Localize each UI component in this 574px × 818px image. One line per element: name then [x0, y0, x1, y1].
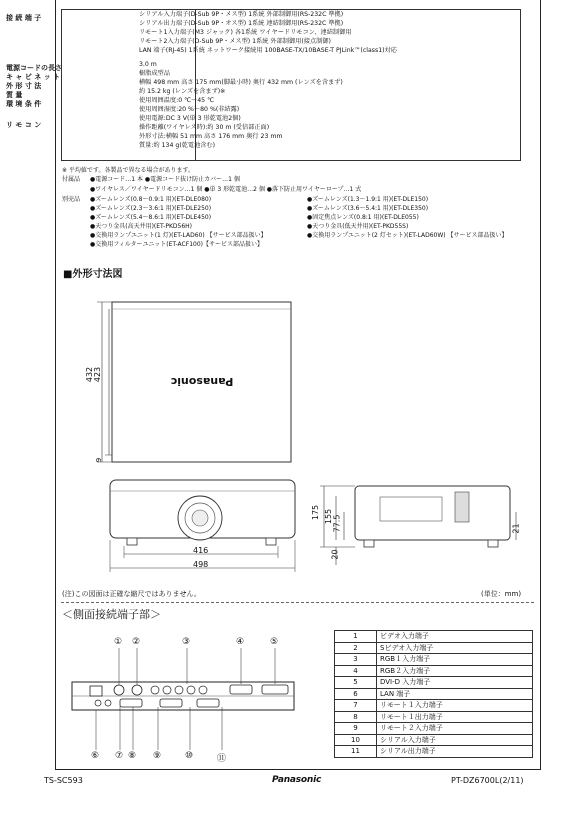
- dim-label-423: 423: [93, 366, 103, 383]
- callout-5: ⑤: [270, 637, 279, 647]
- callout-10: ⑩: [185, 751, 194, 761]
- spec-line: LAN 端子(RJ-45) 1系統 ネットワーク接続用 100BASE-TX/10BASE-T PJLink™(class1)対応: [139, 47, 397, 54]
- callout-6: ⑥: [91, 751, 100, 761]
- dim-label-432: 432: [85, 366, 95, 383]
- table-row: [335, 700, 533, 712]
- option-item: ●天つり金具(低天井用)(ET-PKD55S): [307, 223, 409, 230]
- mass-note: ※ 平均値です。各製品で異なる場合があります。: [62, 167, 194, 174]
- dim-label-416: 416: [193, 546, 209, 555]
- option-item: ●ズームレンズ(2.3〜3.6:1 用)(ET-DLE250): [90, 205, 212, 212]
- dim-label-77-5: 77.5: [332, 514, 342, 533]
- dim-label-498: 498: [193, 560, 209, 569]
- dim-label-20: 20: [330, 549, 340, 560]
- spec-line: リモート2入力端子(D-Sub 9P・メス型) 1系統 外部制御用(接点制御): [139, 38, 331, 45]
- spec-line: 横幅 498 mm 高さ 175 mm(脚最小時) 奥行 432 mm (レンズを含まず): [139, 79, 343, 86]
- dim-label-9: 9: [95, 457, 104, 463]
- spec-line: 外形寸法:横幅 51 mm 高さ 176 mm 奥行 23 mm: [139, 133, 283, 140]
- spec-line: シリアル入力端子(D-Sub 9P・メス型) 1系統 外部制御用(RS-232C 準拠): [139, 11, 344, 18]
- terminal-number: 1: [335, 631, 377, 643]
- callout-4: ④: [236, 637, 245, 647]
- footer-model-page: PT-DZ6700L(2/11): [451, 776, 524, 785]
- spec-line: 樹脂成型品: [139, 70, 170, 77]
- table-row: [335, 734, 533, 746]
- terminal-number: 8: [335, 711, 377, 723]
- terminal-number: 5: [335, 677, 377, 689]
- accessories-label: 付属品: [62, 176, 81, 183]
- table-row: [335, 642, 533, 654]
- terminal-number: 10: [335, 734, 377, 746]
- terminal-number: 6: [335, 688, 377, 700]
- terminal-name: シリアル出力端子: [377, 746, 533, 758]
- callout-11: ⑪: [217, 754, 227, 764]
- terminal-name: シリアル入力端子: [377, 734, 533, 746]
- spec-label-dimensions: 外 形 寸 法: [6, 82, 42, 90]
- terminal-number: 7: [335, 700, 377, 712]
- terminal-number: 4: [335, 665, 377, 677]
- terminal-name: RGB１入力端子: [377, 654, 533, 666]
- terminal-table: [334, 630, 533, 758]
- terminal-name: リモート２入力端子: [377, 723, 533, 735]
- option-item: ●ズームレンズ(5.4〜8.6:1 用)(ET-DLE450): [90, 214, 212, 221]
- callout-3: ③: [182, 637, 191, 647]
- table-row: [335, 711, 533, 723]
- callout-1: ①: [114, 637, 123, 647]
- spec-line: 3.0 m: [139, 61, 157, 68]
- spec-label-remote: リ モ コ ン: [6, 121, 42, 129]
- table-row: [335, 688, 533, 700]
- terminal-name: Sビデオ入力端子: [377, 642, 533, 654]
- accessory-line: ●電源コード…1 本 ●電源コード抜け防止カバー…1 個: [90, 176, 240, 183]
- terminal-name: DVI-D 入力端子: [377, 677, 533, 689]
- accessory-line: ●ワイヤレス／ワイヤードリモコン…1 個 ●単 3 形乾電池…2 個 ●落下防止用ワイヤーロープ…1 式: [90, 186, 362, 193]
- terminal-name: リモート１入力端子: [377, 700, 533, 712]
- footer-brand: Panasonic: [272, 775, 322, 785]
- table-row: [335, 665, 533, 677]
- dimensions-title: ■外形寸法図: [63, 269, 123, 280]
- dim-label-175: 175: [311, 504, 321, 521]
- callout-2: ②: [132, 637, 141, 647]
- spec-line: 質量:約 134 g(乾電池含む): [139, 142, 216, 149]
- option-item: ●ズームレンズ(0.8〜0.9:1 用)(ET-DLE080): [90, 196, 212, 203]
- table-row: [335, 746, 533, 758]
- spec-line: 使用周囲温度:0 ℃〜45 ℃: [139, 97, 215, 104]
- callout-7: ⑦: [115, 751, 124, 761]
- footer-doc-id: TS-SC593: [44, 776, 83, 785]
- spec-label-mass: 質 量: [6, 91, 23, 99]
- spec-line: 使用電源:DC 3 V(単 3 形乾電池2個): [139, 115, 241, 122]
- terminal-number: 11: [335, 746, 377, 758]
- terminal-number: 2: [335, 642, 377, 654]
- terminal-name: RGB２入力端子: [377, 665, 533, 677]
- option-item: ●天つり金具(高天井用)(ET-PKD56H): [90, 223, 192, 230]
- spec-line: 使用周囲湿度:20 %〜80 %(非結露): [139, 106, 240, 113]
- spec-label-cabinet: キ ャ ビ ネ ッ ト: [6, 73, 61, 81]
- scale-note: (注)この図面は正確な縮尺ではありません。: [62, 590, 201, 598]
- terminal-number: 9: [335, 723, 377, 735]
- options-label: 別売品: [62, 196, 81, 203]
- table-row: [335, 723, 533, 735]
- spec-line: シリアル出力端子(D-Sub 9P・オス型) 1系統 連結制御用(RS-232C 準拠): [139, 20, 344, 27]
- terminal-number: 3: [335, 654, 377, 666]
- spec-line: 操作距離(ワイヤレス時):約 30 m (受信部正面): [139, 124, 270, 131]
- dim-label-21: 21: [511, 523, 521, 534]
- terminal-name: ビデオ入力端子: [377, 631, 533, 643]
- option-item: ●ズームレンズ(3.6〜5.4:1 用)(ET-DLE350): [307, 205, 429, 212]
- table-row: [335, 631, 533, 643]
- spec-line: リモート1入力端子(M3 ジャック) 各1系統 ワイヤードリモコン、連結制御用: [139, 29, 352, 36]
- table-row: [335, 654, 533, 666]
- spec-label-cord: 電源コードの長さ: [6, 64, 62, 72]
- dim-label-155: 155: [324, 508, 334, 525]
- spec-label-connectors: 接 続 端 子: [6, 14, 42, 22]
- option-item: ●交換用ランプユニット(2 灯セット)(ET-LAD60W) 【サービス部品扱い】: [307, 232, 508, 239]
- spec-line: 約 15.2 kg (レンズを含まず)※: [139, 88, 226, 95]
- option-item: ●固定焦点レンズ(0.8:1 用)(ET-DLE055): [307, 214, 419, 221]
- spec-label-environment: 環 境 条 件: [6, 100, 42, 108]
- option-item: ●交換用フィルターユニット(ET-ACF100)【サービス部品扱い】: [90, 241, 263, 248]
- terminal-name: LAN 端子: [377, 688, 533, 700]
- brand-mark-top-view: Panasonic: [170, 375, 234, 388]
- callout-9: ⑨: [153, 751, 162, 761]
- table-row: [335, 677, 533, 689]
- callout-8: ⑧: [128, 751, 137, 761]
- option-item: ●ズームレンズ(1.3〜1.9:1 用)(ET-DLE150): [307, 196, 429, 203]
- unit-note: (単位：mm): [481, 590, 522, 598]
- terminal-name: リモート１出力端子: [377, 711, 533, 723]
- side-terminal-title: ＜側面接続端子部＞: [62, 608, 161, 621]
- option-item: ●交換用ランプユニット(1 灯)(ET-LAD60) 【サービス部品扱い】: [90, 232, 267, 239]
